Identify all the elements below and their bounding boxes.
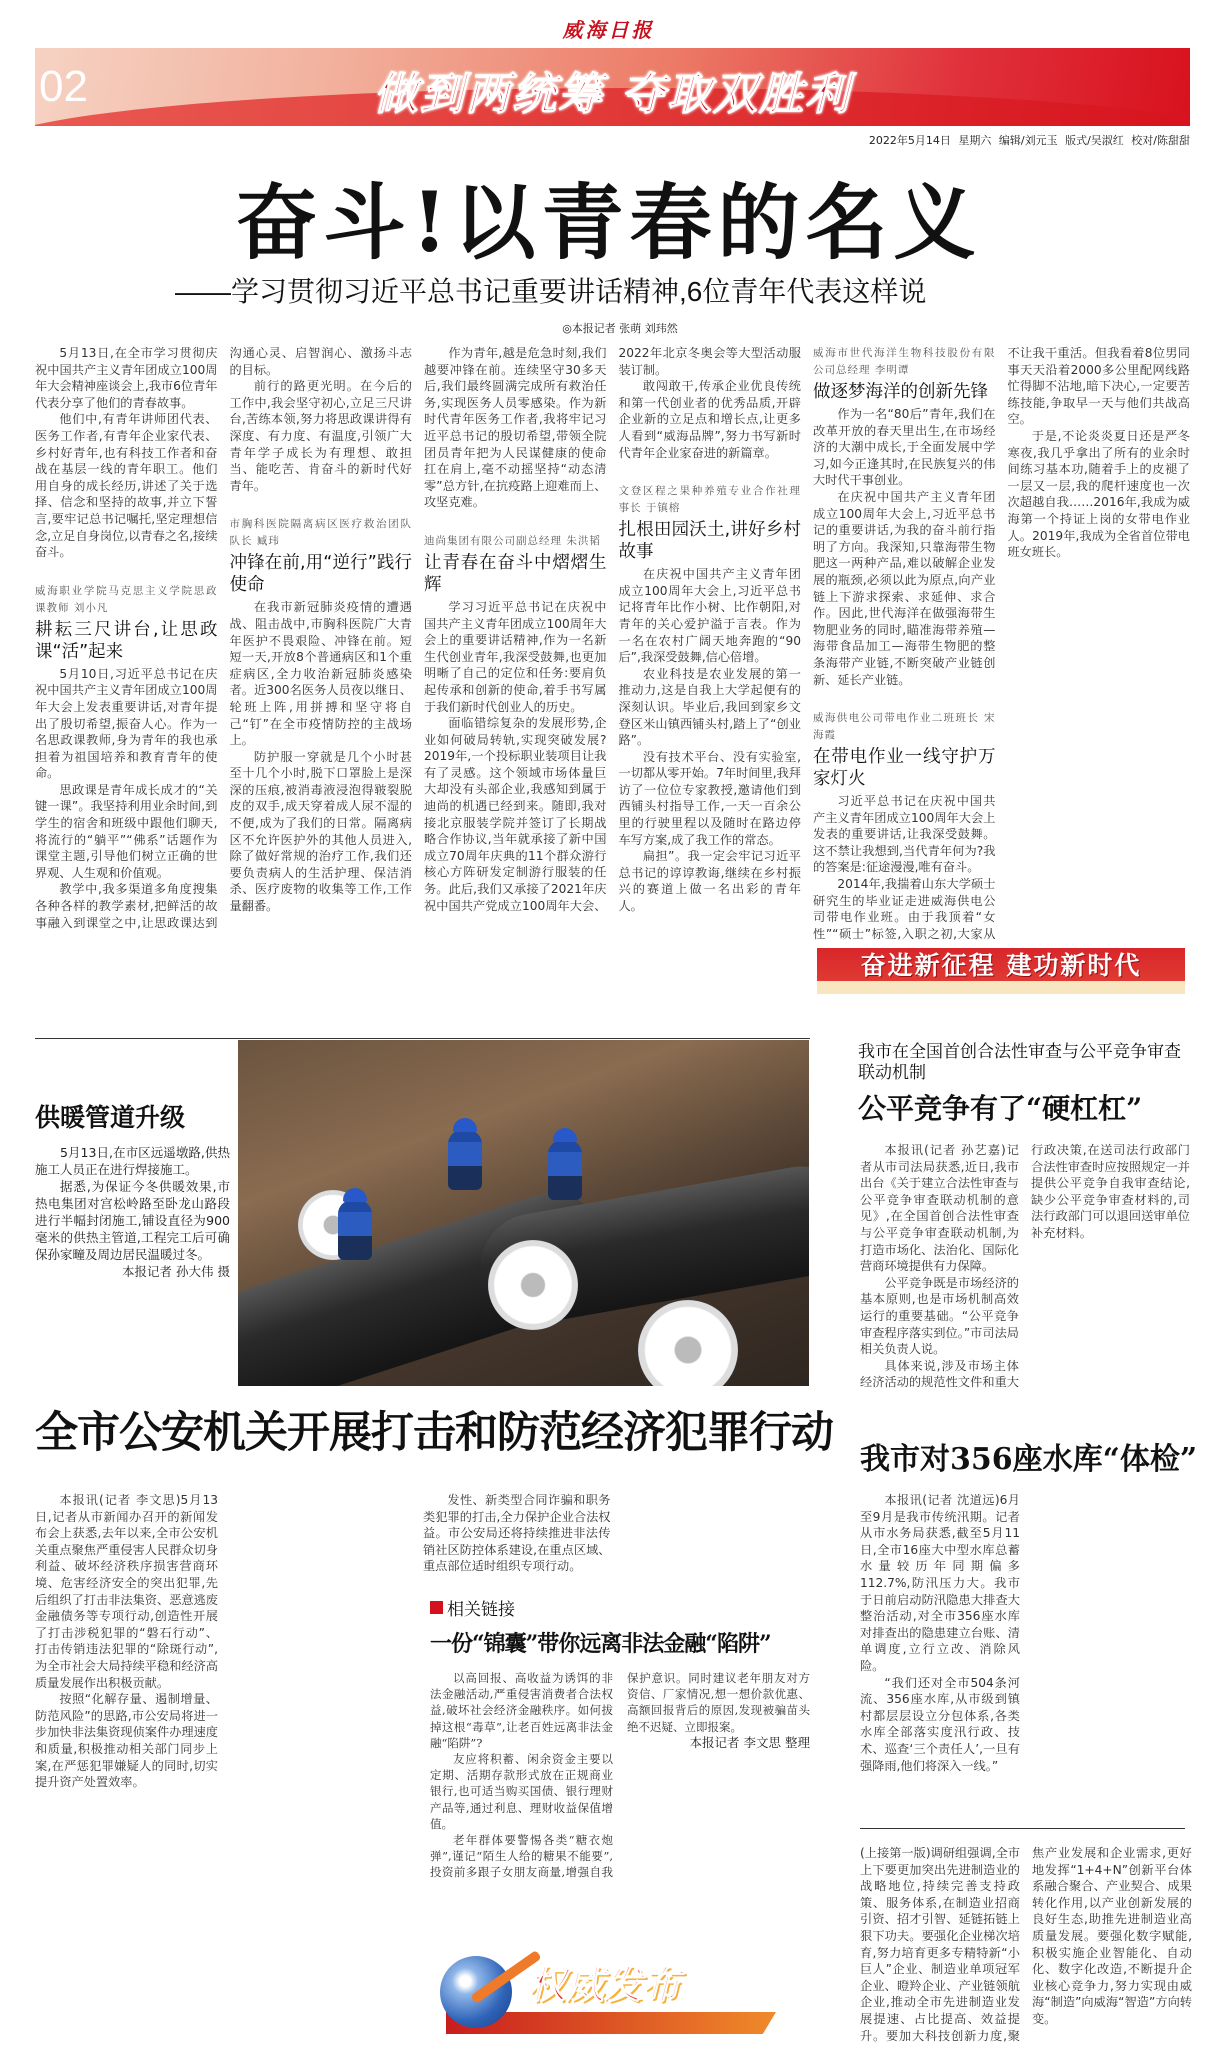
related-link-label	[430, 1595, 810, 1620]
article-paragraph: 没有技术平台、没有实验室,一切都从零开始。7年时间里,我拜访了一位位专家教授,邀请他们到西铺头村指导工作,一天一百余公里的行驶里程以及随时在路边停车写方案,成了我工作的常态。	[618, 749, 801, 847]
dateline: 2022年5月14日 星期六 编辑/刘元玉 版式/吴淑红 校对/陈甜甜	[868, 134, 1190, 147]
article-paragraph: 农业科技是农业发展的第一推动力,这是自我上大学起便有的深刻认识。毕业后,我回到家乡文登区米山镇西铺头村,踏上了“创业路”。	[618, 666, 801, 748]
article-paragraph: 防护服一穿就是几个小时甚至十几个小时,脱下口罩脸上是深深的压痕,被消毒液浸泡得皲裂脱皮的双手,成天穿着成人尿不湿的不便,成为了我们的日常。隔离病区不允许医护外的其他人员进入,除了做好常规的治疗工作,我们还要负责病人的生活护理、保洁消杀、医疗废物的收集等工作,工作量翻番。	[229, 749, 412, 914]
article-paragraph: (上接第一版)调研组强调,全市上下要更加突出先进制造业的战略地位,持续完善支持政策、服务体系,在制造业招商引资、招才引智、延链拓链上狠下功夫。要强化企业梯次培育,努力培育更多专精特新“小巨人”企业、制造业单项冠军企业、瞪羚企业、产业链领航企业,推动全市先进制造业发展提速、占比提高、效益提升。要加大科技创新力度,聚焦产业发展和企业需求,更好地发挥“1+4+N”创新平台体系融合聚合、产业契合、成果转化作用,以产业创新发展的良好生态,助推先进制造业高质量发展。要强化数字赋能,积极实施企业智能化、自动化、数字化改造,不断提升企业核心竞争力,努力实现由威海“制造”向威海“智造”方向转变。	[860, 1846, 1192, 2043]
article-paragraph: 在庆祝中国共产主义青年团成立100周年大会上,习近平总书记将青年比作小树、比作朝阳,对青年的关心爱护溢于言表。作为一名在农村广阔天地奔跑的“90后”,我深受鼓舞,信心倍增。	[618, 567, 801, 665]
speaker-affiliation: 威海市世代海洋生物科技股份有限公司总经理 李明谭	[813, 347, 996, 376]
section-headline: 做逐梦海洋的创新先锋	[813, 382, 988, 402]
fair-competition-body	[860, 1142, 1190, 1392]
section-divider	[860, 1828, 1185, 1829]
caption-paragraph: 据悉,为保证今冬供暖效果,市热电集团对宫松岭路至卧龙山路段进行半幅封闭施工,铺设直径为900毫米的供热主管道,工程完工后可确保孙家疃及周边居民温暖过冬。	[35, 1179, 230, 1262]
lead-article-body	[35, 345, 1190, 943]
article-paragraph: 本报讯(记者 沈道远)6月至9月是我市传统汛期。记者从市水务局获悉,截至5月11日,全市16座大中型水库总蓄水量较历年同期偏多112.7%,防汛压力大。我市于日前启动防汛隐患大排查大整治活动,对全市356座水库对排查出的隐患建立台账、清单调度,立行立改、消除风险。	[860, 1493, 1020, 1673]
related-link-box	[430, 1595, 810, 1895]
article-paragraph: 作为一名“80后”青年,我们在改革开放的春天里出生,在市场经济的大潮中成长,于全面发展中学习,如今正逢其时,在民族复兴的伟大时代干事创业。	[813, 407, 996, 488]
cable-spool	[638, 1300, 738, 1386]
article-paragraph: 友应将积蓄、闲余资金主要以定期、活期存款形式放在正规商业银行,也可适当购买国债、银行理财产品等,通过利息、理财收益保值增值。	[430, 1752, 613, 1831]
article-paragraph: 以高回报、高收益为诱饵的非法金融活动,严重侵害消费者合法权益,破坏社会经济金融秩序。如何拔掉这根“毒草”,让老百姓远离非法金融“陷阱”?	[430, 1671, 613, 1750]
banner-slogan: 做到两统筹 夺取双胜利	[373, 69, 852, 120]
article-paragraph: 教学中,我多渠道多角度搜集各种各样的教学素材,把鲜活的故事融入到课堂之中,让思政课达到沟通心灵、启智润心、激扬斗志的目标。	[35, 346, 412, 930]
photo-caption	[35, 1144, 230, 1280]
article-paragraph: 在庆祝中国共产主义青年团成立100周年大会上,习近平总书记的重要讲话,为我的奋斗前行指明了方向。我深知,只靠海带生物肥这一两种产品,难以破解企业发展的瓶颈,必须以此为原点,向产业链上下游求探索、求延伸、求合作。因此,世代海洋在做强海带生物肥业务的同时,瞄准海带养殖—海带食品加工—海带生物肥的整条海带产业链,不断突破产业链创新、延长产业链。	[813, 489, 996, 687]
speaker-affiliation: 文登区程之果种养殖专业合作社理事长 于镇榕	[618, 485, 801, 515]
article-paragraph: 按照“化解存量、遏制增量、防范风险”的思路,市公安局将进一步加快非法集资现侦案件办理速度和质量,积极推动相关部门同步上案,在严惩犯罪嫌疑人的同时,切实提升资产处置效率。	[35, 1692, 218, 1790]
police-article-body	[35, 1492, 413, 2054]
article-paragraph: 思政课是青年成长成才的“关键一课”。我坚持利用业余时间,到学生的宿舍和班级中跟他们聊天,将流行的“躺平”“佛系”话题作为课堂主题,引导他们树立正确的世界观、人生观和价值观。	[35, 782, 218, 880]
section-headline: 在带电作业一线守护万家灯火	[813, 747, 996, 790]
reservoir-body	[860, 1492, 1192, 1812]
article-paragraph: 前行的路更光明。在今后的工作中,我会坚守初心,立足三尺讲台,苦练本领,努力将思政课讲得有深度、有力度、有温度,引领广大青年学子成长为有理想、敢担当、能吃苦、肯奋斗的新时代好青年。	[229, 379, 412, 493]
fair-competition-subhead: 我市在全国首创合法性审查与公平竞争审查联动机制	[858, 1042, 1181, 1083]
related-link-credit: 本报记者 李文思 整理	[689, 1734, 810, 1750]
section-divider	[35, 1038, 810, 1039]
caption-paragraph: 5月13日,在市区远遥墩路,供热施工人员正在进行焊接施工。	[35, 1145, 230, 1177]
intro-paragraph: 5月13日,在全市学习贯彻庆祝中国共产主义青年团成立100周年大会精神座谈会上,我市6位青年代表分享了他们的青春故事。	[35, 346, 218, 410]
worker-figure	[548, 1140, 582, 1200]
related-link-headline: 一份“锦囊”带你远离非法金融“陷阱”	[430, 1631, 771, 1657]
article-paragraph: 老年群体要警惕各类“糖衣炮弹”,谨记“陌生人给的糖果不能要”,投资前多跟子女朋友商量,增强自我保护意识。同时建议老年朋友对方资信、厂家情况,想一想价款优惠、高额回报背后的原因,发现被骗苗头绝不迟疑、立即报案。	[430, 1671, 810, 1880]
authoritative-release-logo	[436, 1952, 796, 2044]
article-paragraph: “我们还对全市504条河流、356座水库,从市级到镇村都层层设立分包体系,各类水库全部落实度汛行政、技术、巡查‘三个责任人’,一旦有强降雨,他们将深入一线。”	[860, 1675, 1020, 1773]
cable-spool	[488, 1240, 578, 1330]
article-paragraph: 于是,不论炎炎夏日还是严冬寒夜,我几乎拿出了所有的业余时间练习基本功,随着手上的皮褪了一层又一层,我的爬杆速度也一次次超越自我……2016年,我成为威海第一个持证上岗的女带电作业人。2019年,我成为全省首位带电班女班长。	[1007, 428, 1190, 560]
article-paragraph: 公平竞争既是市场经济的基本原则,也是市场机制高效运行的重要基础。“公平竞争审查程序落实到位。”市司法局相关负责人说。	[860, 1275, 1019, 1357]
continued-from-front-page	[860, 1845, 1192, 2054]
page-number: 02	[39, 62, 88, 111]
article-paragraph: 学习习近平总书记在庆祝中国共产主义青年团成立100周年大会上的重要讲话精神,作为一名新生代创业青年,我深受鼓舞,也更加明晰了自己的定位和任务:要肩负起传承和创新的使命,着手书写属于我们新时代创业人的历史。	[424, 599, 607, 714]
worker-helmet	[453, 1118, 477, 1132]
fair-competition-headline: 公平竞争有了“硬杠杠”	[858, 1092, 1143, 1125]
article-paragraph: 发性、新类型合同诈骗和职务类犯罪的打击,全力保护企业合法权益。市公安局还将持续推进非法传销社区防控体系建设,在重点区域、重点部位适时组织专项行动。	[423, 1493, 611, 1574]
speaker-affiliation: 威海职业学院马克思主义学院思政课教师 刘小凡	[35, 584, 218, 614]
article-paragraph: 敢闯敢干,传承企业优良传统和第一代创业者的优秀品质,开辟企业新的立足点和增长点,让更多人看到“威海品牌”,努力书写新时代青年企业家奋进的新篇章。	[618, 379, 801, 460]
worker-helmet	[343, 1188, 367, 1202]
speaker-affiliation: 市胸科医院隔离病区医疗救治团队队长 臧玮	[229, 518, 412, 548]
article-paragraph: 具体来说,涉及市场主体经济活动的规范性文件和重大行政决策,在送司法行政部门合法性审查时应按照规定一并提供公平竞争自我审查结论,缺少公平竞争审查材料的,司法行政部门可以退回送审单位补充材料。	[860, 1143, 1190, 1390]
article-paragraph: 本报讯(记者 李文思)5月13日,记者从市新闻办召开的新闻发布会上获悉,去年以来,全市公安机关重点聚焦严重侵害人民群众切身利益、破坏经济秩序损害营商环境、危害经济安全的突出犯罪,先后组织了打击非法集资、恶意逃废金融债务等专项行动,创造性开展了打击涉税犯罪的“磐石行动”、打击传销违法犯罪的“除斑行动”,为全市社会大局持续平稳和经济高质量发展作出积极贡献。	[35, 1493, 218, 1690]
reservoir-headline: 我市对356座水库“体检”	[860, 1442, 1198, 1477]
section-headline: 扎根田园沃土,讲好乡村故事	[618, 520, 801, 563]
article-paragraph: 5月10日,习近平总书记在庆祝中国共产主义青年团成立100周年大会上发表重要讲话,对青年提出了殷切希望,振奋人心。作为一名思政课教师,身为青年的我也承担着为祖国培养和教育青年的使命。	[35, 666, 218, 781]
worker-figure	[338, 1200, 372, 1260]
lead-byline: ◎本报记者 张萌 刘玮然	[562, 322, 678, 335]
speaker-affiliation: 威海供电公司带电作业二班班长 宋海霞	[813, 712, 996, 742]
section-headline: 冲锋在前,用“逆行”践行使命	[229, 553, 412, 596]
article-paragraph: 在我市新冠肺炎疫情的遭遇战、阻击战中,市胸科医院广大青年医护不畏艰险、冲锋在前。短短一天,开放8个普通病区和1个重症病区,全力收治新冠肺炎感染者。近300名医务人员夜以继日、轮班上阵,用拼搏和坚守将自己“钉”在全市疫情防控的主战场上。	[229, 600, 412, 748]
intro-paragraph: 他们中,有青年讲师团代表、医务工作者,有青年企业家代表、乡村好青年,也有科技工作者和奋战在基层一线的青年职工。他们用自身的成长经历,讲述了关于选择、信念和坚持的故事,并立下誓言,要牢记总书记嘱托,坚定理想信念,立足自身岗位,以青春之名,接续奋斗。	[35, 412, 218, 560]
article-paragraph: 扁担”。我一定会牢记习近平总书记的谆谆教诲,继续在乡村振兴的赛道上做一名出彩的青年人。	[618, 849, 801, 914]
pipe-welding-photo	[238, 1040, 809, 1386]
police-article-body-continued	[423, 1492, 810, 1592]
lead-subtitle: ——学习贯彻习近平总书记重要讲话精神,6位青年代表这样说	[175, 276, 927, 307]
logo-text: 权威发布	[528, 1963, 681, 2007]
section-headline: 耕耘三尺讲台,让思政课“活”起来	[35, 619, 218, 662]
photo-credit: 本报记者 孙大伟 摄	[122, 1264, 230, 1279]
police-article-headline: 全市公安机关开展打击和防范经济犯罪行动	[35, 1408, 833, 1458]
article-paragraph: 本报讯(记者 孙艺嘉)记者从市司法局获悉,近日,我市出台《关于建立合法性审查与公平竞争审查联动机制的意见》,在全国首创合法性审查与公平竞争审查联动机制,为打造市场化、法治化、国际化营商环境提供有力保障。	[860, 1143, 1019, 1274]
article-paragraph: 面临错综复杂的发展形势,企业如何破局转轨,实现突破发展?2019年,一个投标职业装项目让我有了灵感。这个领域市场体量巨大却没有头部企业,我感知到属于迪尚的机遇已经到来。随即,我对接北京服装学院并签订了长期战略合作协议,当年就承接了新中国成立70周年庆典的11个群众游行核心方阵研发定制游行服装的任务。此后,我们又承接了2021年庆祝中国共产党成立100周年大会、2022年北京冬奥会等大型活动服装订制。	[424, 346, 801, 913]
speaker-affiliation: 迪尚集团有限公司副总经理 朱洪韬	[424, 534, 601, 547]
worker-figure	[448, 1130, 482, 1190]
related-link-label-text: 相关链接	[447, 1600, 515, 1620]
newspaper-masthead-logo: 威海日报	[562, 18, 655, 42]
article-paragraph: 2014年,我揣着山东大学硕士研究生的毕业证走进威海供电公司带电作业班。由于我顶着“女性”“硕士”标签,入职之初,大家从不让我干重活。但我看着8位男同事天天沿着2000多公里配网线路忙得脚不沾地,暗下决心,一定要苦练技能,争取早一天与他们共战高空。	[813, 346, 1190, 941]
page-banner	[35, 48, 1190, 126]
article-paragraph: 作为青年,越是危急时刻,我们越要冲锋在前。连续坚守30多天后,我们最终圆满完成所有救治任务,实现医务人员零感染。作为新时代青年医务工作者,我将牢记习近平总书记的殷切希望,带领全院团员青年把为人民谋健康的使命扛在肩上,毫不动摇坚持“动态清零”总方针,在抗疫路上迎难而上、攻坚克难。	[424, 346, 607, 510]
slogan-banner: 奋进新征程 建功新时代	[817, 948, 1185, 994]
photo-story-headline: 供暖管道升级	[35, 1103, 186, 1132]
red-square-icon	[430, 1601, 443, 1614]
article-paragraph: 习近平总书记在庆祝中国共产主义青年团成立100周年大会上发表的重要讲话,让我深受鼓舞。这不禁让我想到,当代青年何为?我的答案是:征途漫漫,唯有奋斗。	[813, 794, 996, 875]
section-headline: 让青春在奋斗中熠熠生辉	[424, 552, 607, 595]
related-link-body	[430, 1670, 810, 1895]
lead-headline: 奋斗!以青春的名义	[235, 175, 982, 271]
worker-helmet	[553, 1128, 577, 1142]
